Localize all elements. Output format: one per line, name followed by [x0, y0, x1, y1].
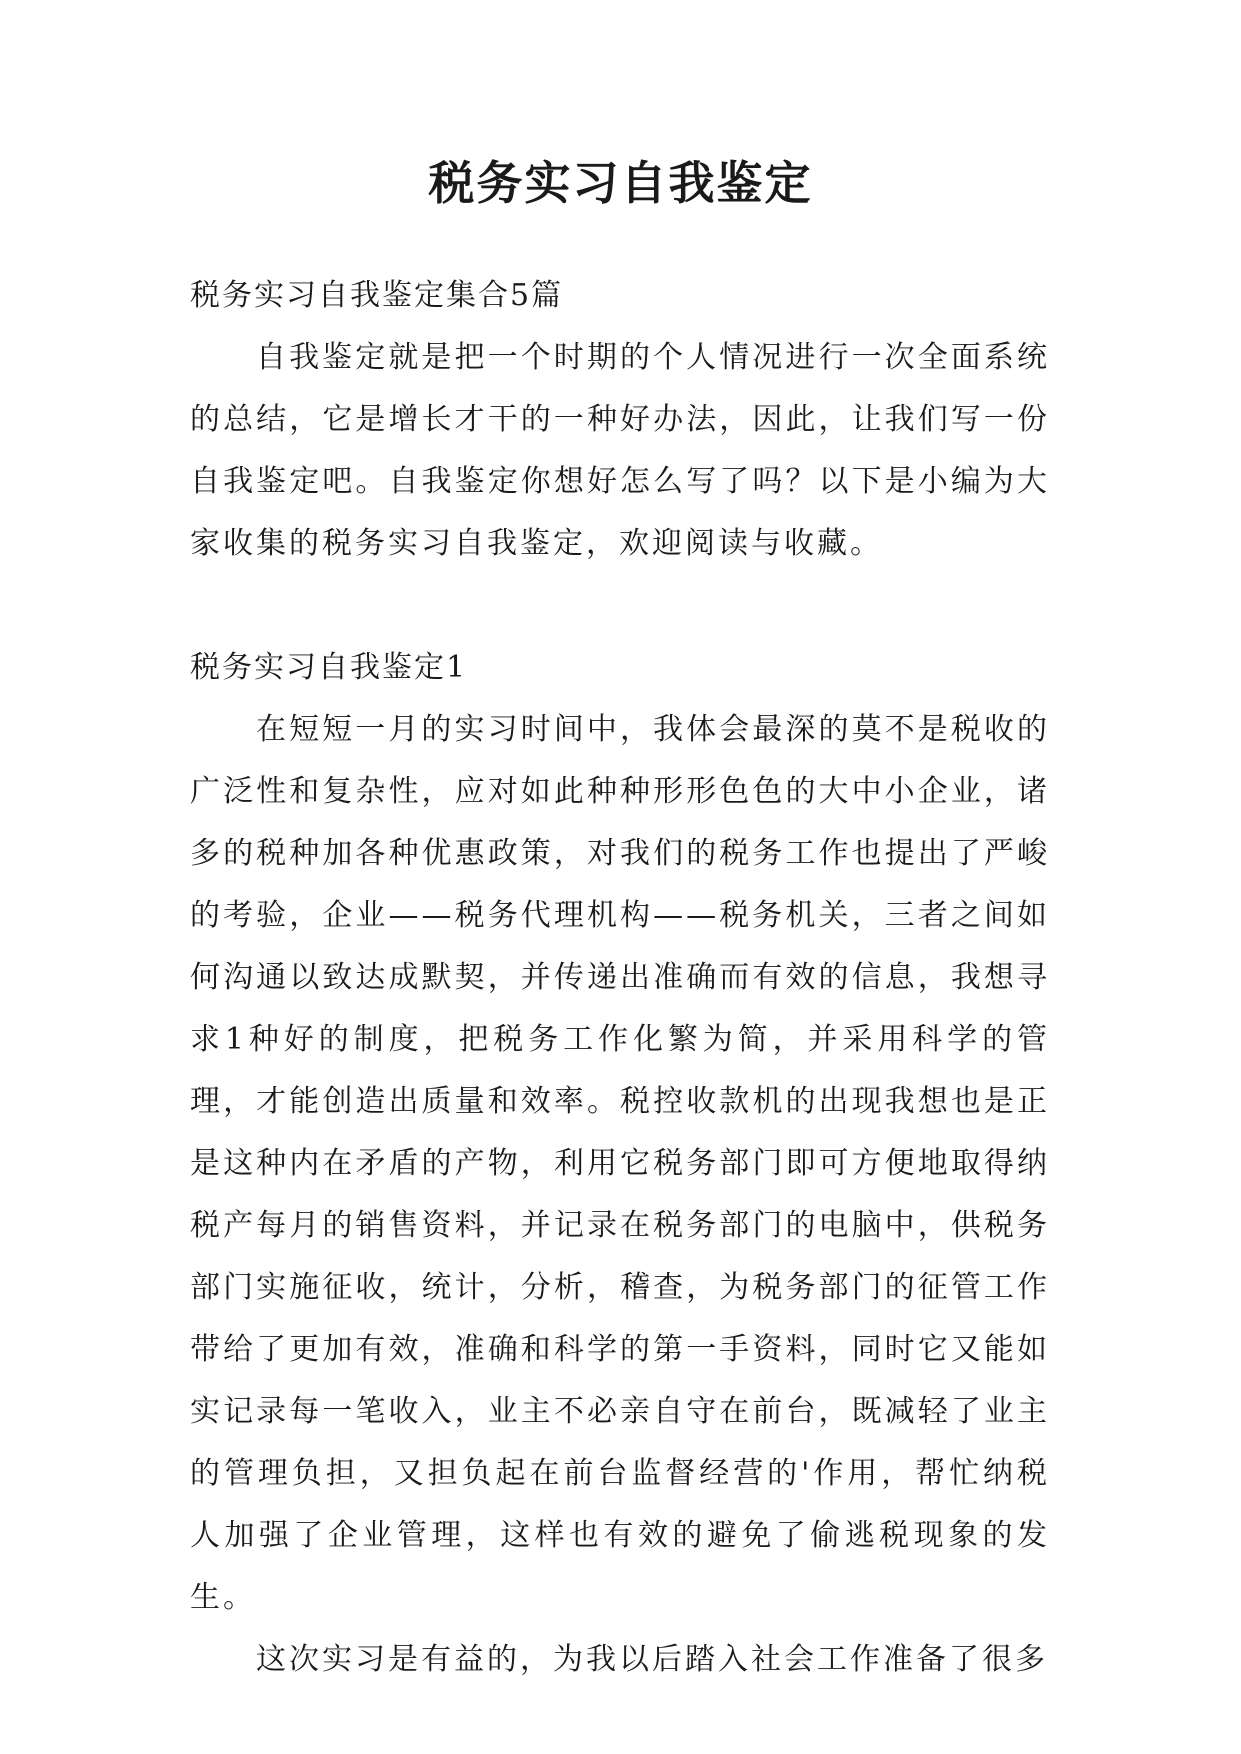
section-1-paragraph-2: 这次实习是有益的，为我以后踏入社会工作准备了很多 — [256, 1642, 1048, 1677]
section-heading-1: 税务实习自我鉴定1 — [190, 650, 468, 685]
document-body — [190, 265, 1050, 1691]
section-1-paragraph-1: 在短短一月的实习时间中，我体会最深的莫不是税收的广泛性和复杂性，应对如此种种形形色色的大中小企业，诸多的税种加各种优惠政策，对我们的税务工作也提出了严峻的考验，企业——税务代理机构——税务机关，三者之间如何沟通以致达成默契，并传递出准确而有效的信息，我想寻求1种好的制度，把税务工作化繁为简，并采用科学的管理，才能创造出质量和效率。税控收款机的出现我想也是正是这种内在矛盾的产物，利用它税务部门即可方便地取得纳税产每月的销售资料，并记录在税务部门的电脑中，供税务部门实施征收，统计，分析，稽查，为税务部门的征管工作带给了更加有效，准确和科学的第一手资料，同时它又能如实记录每一笔收入，业主不必亲自守在前台，既减轻了业主的管理负担，又担负起在前台监督经营的'作用，帮忙纳税人加强了企业管理，这样也有效的避免了偷逃税现象的发生。 — [190, 712, 1050, 1615]
paragraph-spacer — [190, 575, 1050, 637]
intro-paragraph: 自我鉴定就是把一个时期的个人情况进行一次全面系统的总结，它是增长才干的一种好办法，因此，让我们写一份自我鉴定吧。自我鉴定你想好怎么写了吗？以下是小编为大家收集的税务实习自我鉴定，欢迎阅读与收藏。 — [190, 340, 1050, 561]
document-title: 税务实习自我鉴定 — [428, 156, 813, 210]
collection-subtitle: 税务实习自我鉴定集合5篇 — [190, 278, 564, 313]
